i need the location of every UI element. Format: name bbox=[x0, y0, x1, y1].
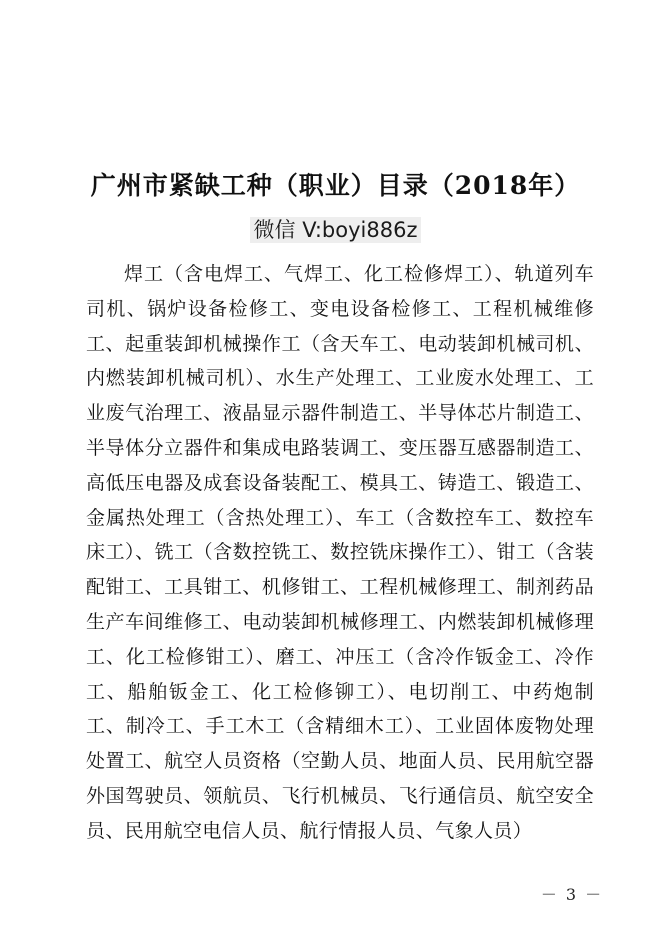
page-number: － 3 － bbox=[540, 885, 604, 904]
body-paragraph: 焊工（含电焊工、气焊工、化工检修焊工）、轨道列车司机、锅炉设备检修工、变电设备检修工、工程机械维修工、起重装卸机械操作工（含天车工、电动装卸机械司机、内燃装卸机械司机）、水生产处理工、工业废水处理工、工业废气治理工、液晶显示器件制造工、半导体芯片制造工、半导体分立器件和集成电路装调工、变压器互感器制造工、高低压电器及成套设备装配工、模具工、铸造工、锻造工、金属热处理工（含热处理工）、车工（含数控车工、数控车床工）、铣工（含数控铣工、数控铣床操作工）、钳工（含装配钳工、工具钳工、机修钳工、工程机械修理工、制剂药品生产车间维修工、电动装卸机械修理工、内燃装卸机械修理工、化工检修钳工）、磨工、冲压工（含冷作钣金工、冷作工、船舶钣金工、化工检修铆工）、电切削工、中药炮制工、制冷工、手工木工（含精细木工）、工业固体废物处理处置工、航空人员资格（空勤人员、地面人员、民用航空器外国驾驶员、领航员、飞行机械员、飞行通信员、航空安全员、民用航空电信人员、航行情报人员、气象人员） bbox=[86, 263, 594, 842]
watermark-label: 微信 V:boyi886z bbox=[250, 217, 422, 243]
watermark-text bbox=[0, 214, 671, 244]
document-title: 广州市紧缺工种（职业）目录（2018年） bbox=[90, 171, 581, 200]
